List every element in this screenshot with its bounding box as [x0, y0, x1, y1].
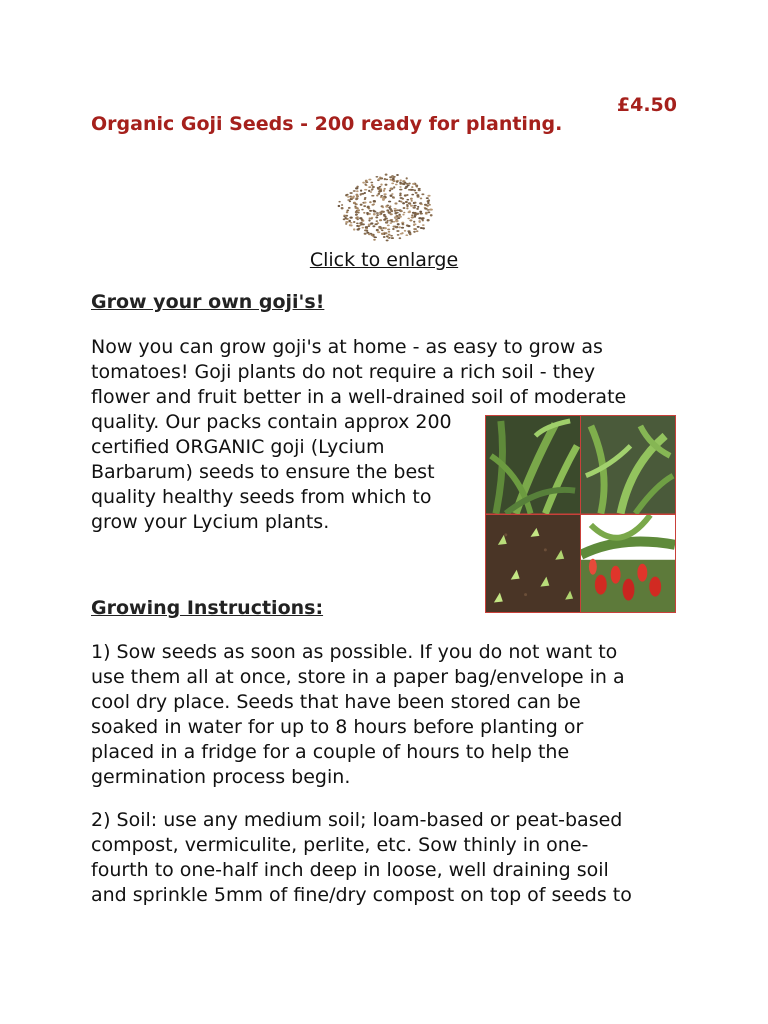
step-2-line: compost, vermiculite, perlite, etc. Sow thinly in one-	[91, 834, 589, 856]
intro-line: flower and fruit better in a well-drained soil of moderate	[91, 386, 627, 408]
product-price: £4.50	[616, 94, 677, 116]
click-to-enlarge-link[interactable]: Click to enlarge	[309, 249, 459, 271]
goji-plant-collage	[485, 415, 676, 613]
intro-line: Now you can grow goji's at home - as easy to grow as	[91, 336, 603, 358]
intro-line: quality. Our packs contain approx 200	[91, 411, 452, 433]
seeds-thumbnail[interactable]	[336, 168, 436, 248]
step-2-line: fourth to one-half inch deep in loose, well draining soil	[91, 859, 609, 881]
step-1-line: cool dry place. Seeds that have been stored can be	[91, 691, 581, 713]
goji-sprouts-photo	[581, 416, 675, 514]
goji-soil-seedlings-photo	[486, 515, 580, 613]
instructions-heading: Growing Instructions:	[91, 597, 324, 619]
intro-heading: Grow your own goji's!	[91, 291, 325, 313]
instructions-step-2	[91, 808, 632, 908]
step-2-line: and sprinkle 5mm of fine/dry compost on top of seeds to	[91, 884, 632, 906]
intro-line: certified ORGANIC goji (Lycium	[91, 436, 385, 458]
instructions-step-1	[91, 640, 625, 790]
step-1-line: 1) Sow seeds as soon as possible. If you do not want to	[91, 641, 618, 663]
step-2-line: 2) Soil: use any medium soil; loam-based or peat-based	[91, 809, 623, 831]
goji-berries-photo	[581, 515, 675, 613]
intro-line: quality healthy seeds from which to	[91, 486, 432, 508]
goji-seedlings-photo	[486, 416, 580, 514]
intro-line: grow your Lycium plants.	[91, 511, 330, 533]
step-1-line: soaked in water for up to 8 hours before planting or	[91, 716, 584, 738]
intro-line: tomatoes! Goji plants do not require a rich soil - they	[91, 361, 596, 383]
product-title: Organic Goji Seeds - 200 ready for planting.	[91, 113, 563, 135]
step-1-line: use them all at once, store in a paper bag/envelope in a	[91, 666, 625, 688]
step-1-line: placed in a fridge for a couple of hours to help the	[91, 741, 570, 763]
intro-line: Barbarum) seeds to ensure the best	[91, 461, 435, 483]
step-1-line: germination process begin.	[91, 766, 351, 788]
